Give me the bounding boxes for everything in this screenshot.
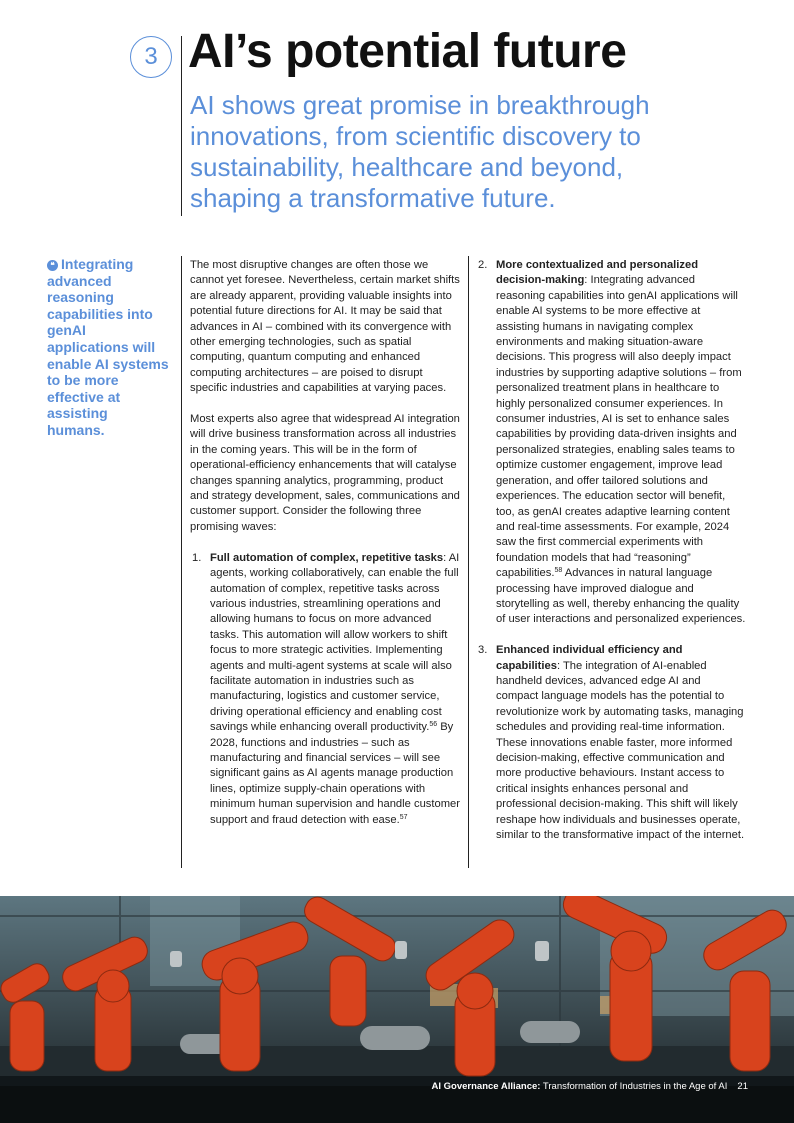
list-item — [476, 258, 746, 628]
footer-report-title: Transformation of Industries in the Age of AI — [540, 1081, 728, 1092]
column-divider-right — [468, 256, 469, 868]
list-item-text: : AI agents, working collaboratively, can enable the full automation of complex, repetitive tasks across various industries, streamlining operations and allowing humans to focus on more advanced tasks. This automation will allow workers to shift focus to more strategic activities. Implementing agents and multi-agent systems at scale will also facilitate automation in industries such as manufacturing, logistics and customer service, driving operational efficiency and enabling cost savings while enhancing overall productivity. — [210, 551, 460, 734]
body-paragraph: The most disruptive changes are often those we cannot yet foresee. Nevertheless, certain market shifts are already apparent, providing valuable insights into potential future directions for AI. It may be said that advances in AI – combined with its convergence with other emerging technologies, such as spatial computing, quantum computing and enhanced computing architectures – are poised to disrupt specific industries and capabilities at varying paces. — [190, 259, 460, 395]
page-number: 21 — [737, 1081, 748, 1092]
footnote-ref[interactable]: 57 — [399, 813, 408, 821]
page-subtitle: AI shows great promise in breakthrough innovations, from scientific discovery to sustainability, healthcare and beyond, shaping a transformative future. — [190, 90, 650, 213]
list-item-text: : The integration of AI-enabled handheld devices, advanced edge AI and compact language models has the potential to revolutionize work by automating tasks, managing schedules and providing real-time information. These innovations enable faster, more informed decision-making, effective communication and more productive behaviours. Instant access to critical insights enhances personal and professional decision-making. This shift will likely reshape how individuals and businesses operate, similar to the transformative impact of the internet. — [496, 659, 745, 842]
pull-quote — [47, 256, 169, 439]
page-title: AI’s potential future — [188, 25, 627, 78]
section-number-badge: 3 — [130, 36, 172, 78]
numbered-list — [476, 258, 746, 843]
text-column-right — [476, 258, 746, 859]
column-divider-left — [181, 256, 182, 868]
list-item-text: : Integrating advanced reasoning capabilities into genAI applications will enable AI systems to be more effective at assisting humans in navigating complex environments and making situation-aware decisions. This progress will also deeply impact industries by supporting adaptive solutions – from personalized treatment plans in healthcare to highly personalized consumer experiences. In consumer industries, AI is set to enhance sales capabilities by providing data-driven insights and personalized strategies, enabling sales teams to optimize customer engagement, improve lead generation, and offer tailored solutions and experiences. The education sector will benefit, too, as genAI creates adaptive learning content and real-time assessments. For example, 2024 saw the first commercial experiments with foundation models that had “reasoning” capabilities. — [496, 274, 742, 580]
list-item-text: Advances in natural language processing have improved dialogue and storytelling as well, thereby enhancing the quality of user interactions and personalized experiences. — [496, 567, 746, 626]
pull-quote-text: Integrating advanced reasoning capabilities into genAI applications will enable AI systems to be more effective at assisting humans. — [47, 256, 169, 438]
text-column-left — [190, 258, 460, 843]
page-footer — [432, 1081, 748, 1092]
list-item — [190, 551, 460, 828]
list-item-number: 1. — [192, 551, 202, 564]
footer-publisher: AI Governance Alliance: — [431, 1081, 541, 1092]
list-item-number: 3. — [478, 644, 488, 657]
list-item-number: 2. — [478, 259, 488, 271]
numbered-list — [190, 551, 460, 828]
footnote-ref[interactable]: 58 — [554, 567, 563, 575]
footnote-ref[interactable]: 56 — [429, 721, 438, 729]
quote-icon: ❝ — [47, 260, 58, 271]
list-item-heading: More contextualized and personalized decision-making — [496, 259, 699, 287]
list-item-heading: Enhanced individual efficiency and capabilities — [496, 644, 683, 672]
list-item — [476, 643, 746, 843]
list-item-text: By 2028, functions and industries – such as manufacturing and financial services – will see significant gains as AI agents manage production lines, optimize supply-chain operations with minimum human supervision and handle customer support and fraud detection with ease. — [210, 721, 460, 826]
title-divider — [181, 36, 182, 216]
body-paragraph: Most experts also agree that widespread AI integration will drive business transformation across all industries in the coming years. This will be in the form of operational-efficiency enhancements that will catalyse changes spanning analytics, programming, product and strategy development, sales, communications and customer support. Consider the following three promising waves: — [190, 413, 460, 533]
list-item-heading: Full automation of complex, repetitive tasks — [210, 551, 444, 564]
factory-robots-photo — [0, 896, 794, 1123]
